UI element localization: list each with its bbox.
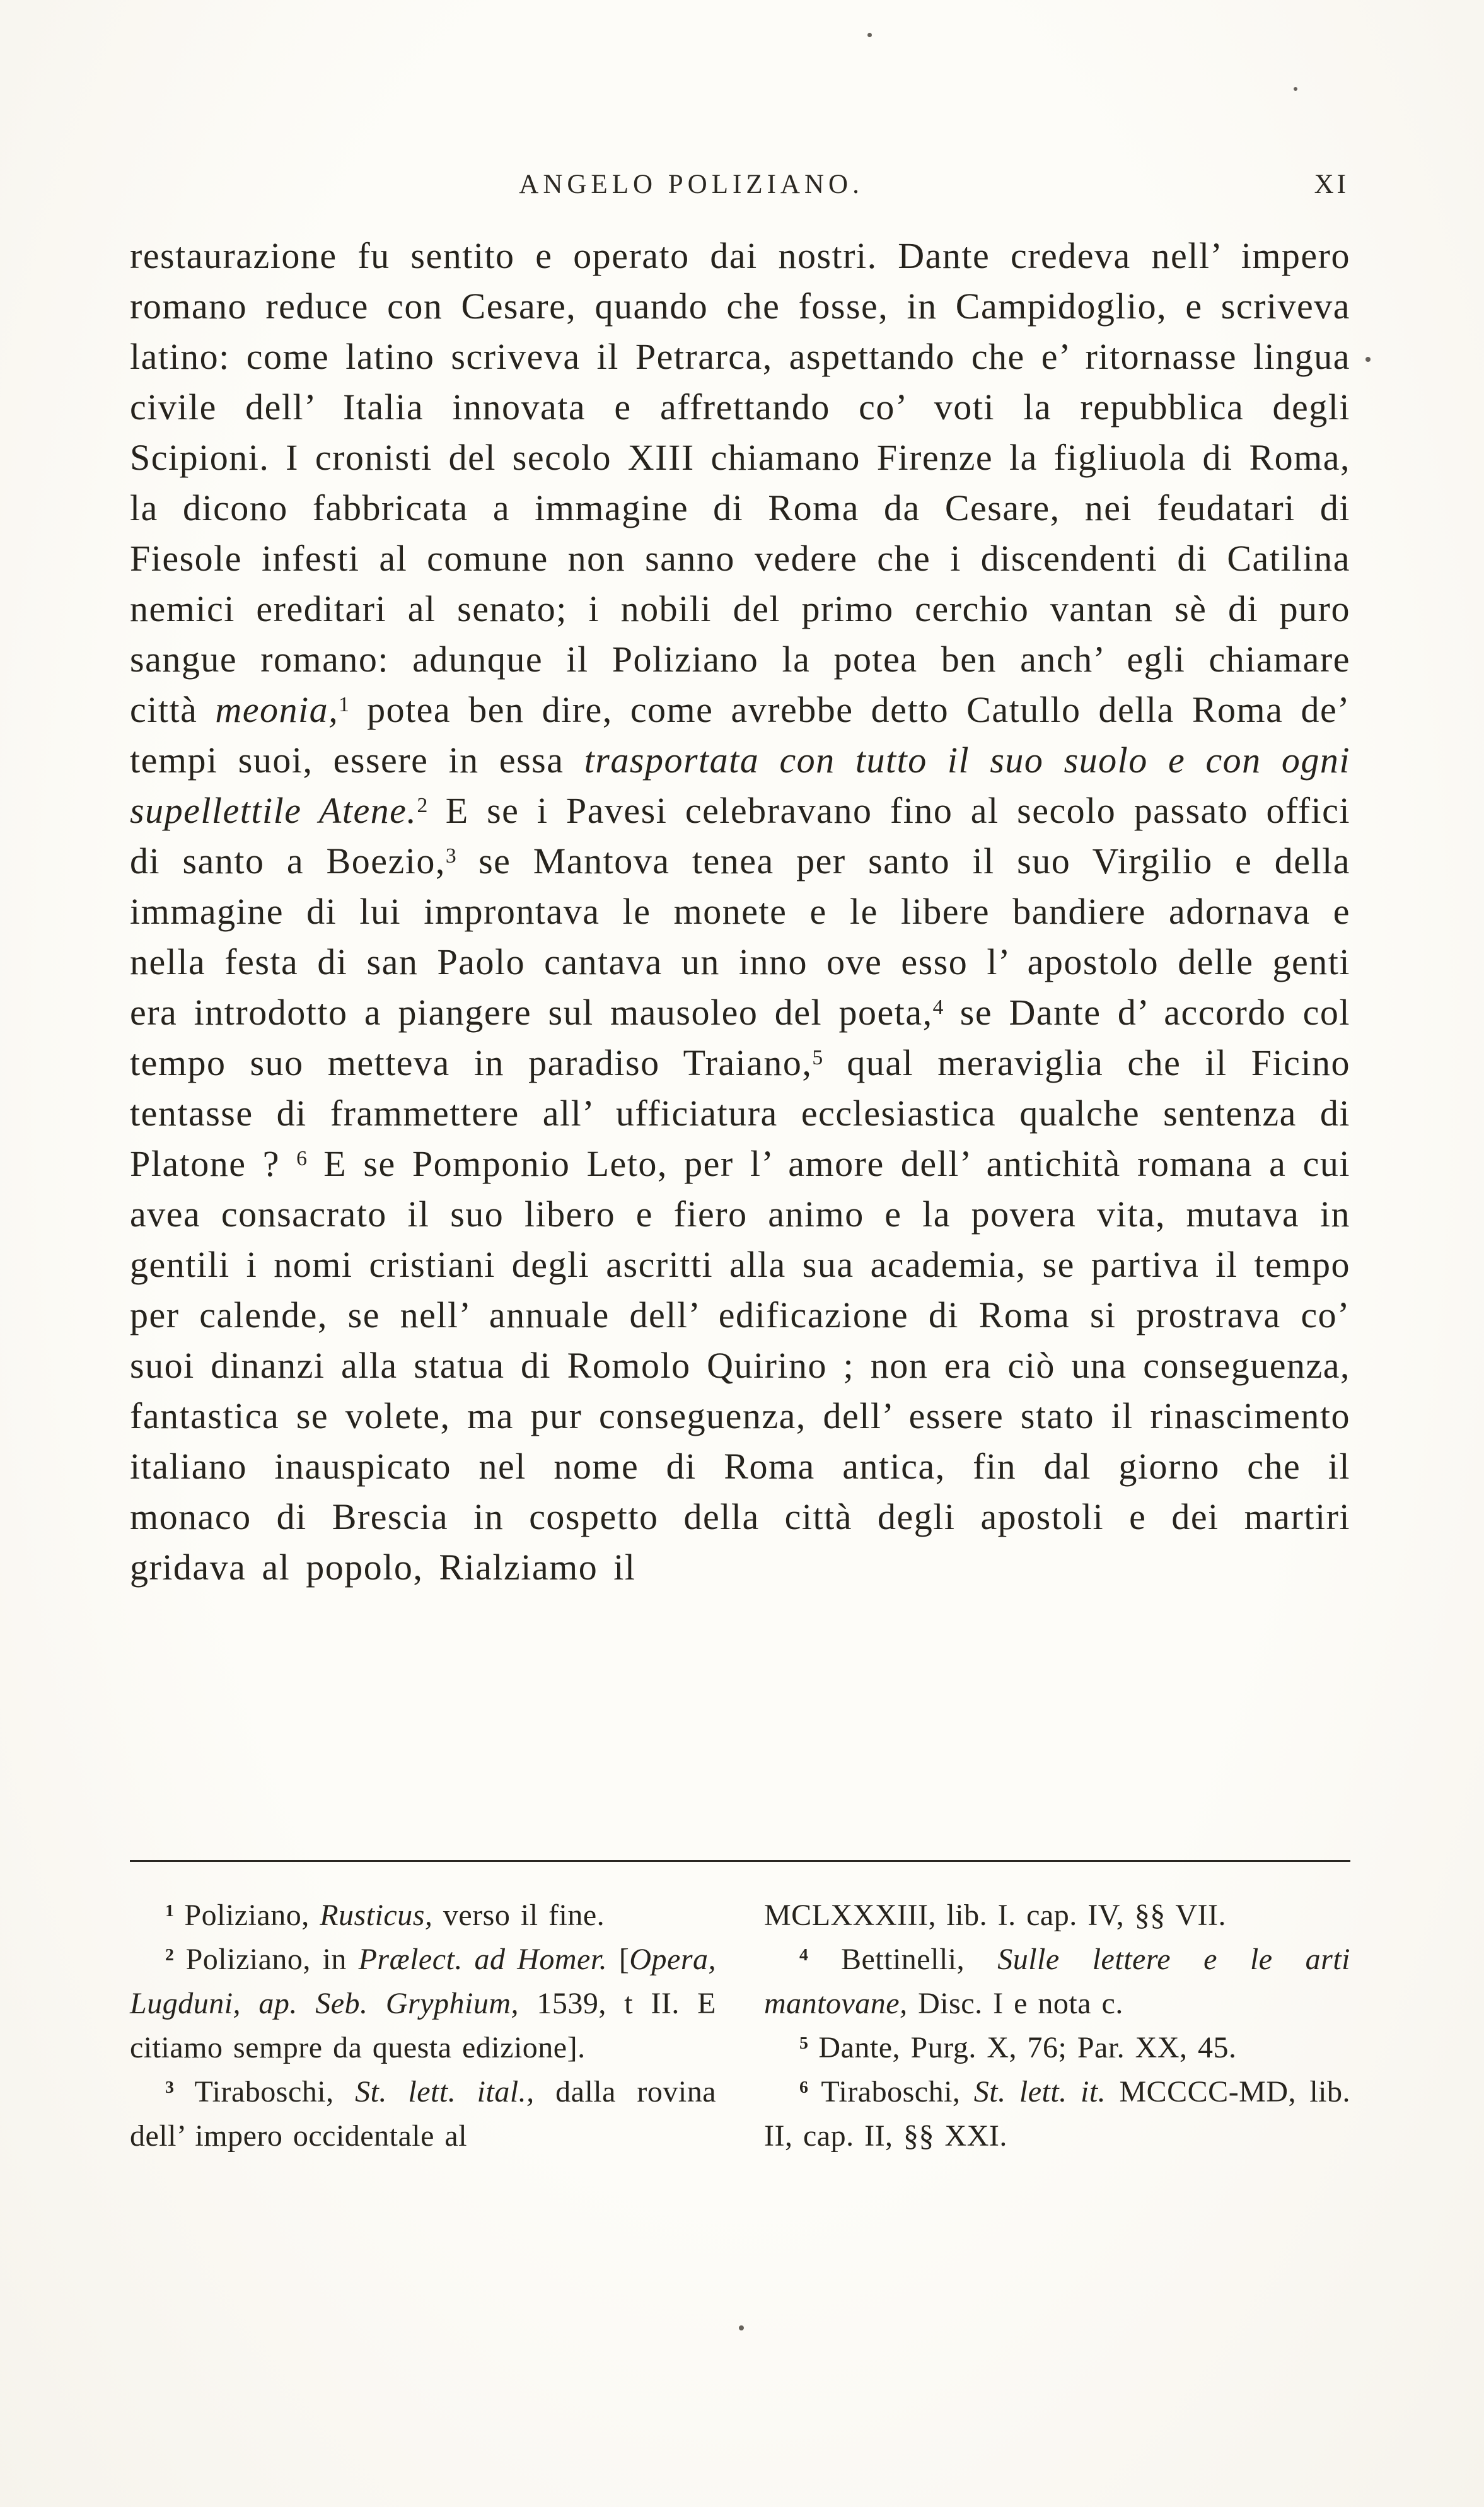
footnote-column-left <box>130 1893 716 2158</box>
footnote-columns <box>130 1893 1350 2158</box>
footnote-4: $^4$ Bettinelli, Sulle lettere e le arti mantovane, Disc. I e nota c. <box>764 1943 1351 2020</box>
running-header <box>130 169 1350 208</box>
footnote-6: $^6$ Tiraboschi, St. lett. it. MCCCC-MD, lib. II, cap. II, §§ XXI. <box>764 2075 1350 2153</box>
scan-speck <box>1294 87 1297 91</box>
scan-speck <box>867 33 872 37</box>
footnote-section <box>130 1860 1350 2158</box>
footnote-2: $^2$ Poliziano, in Prælect. ad Homer. [Opera, Lugduni, ap. Seb. Gryphium, 1539, t II. E citiamo sempre da questa edizione]. <box>130 1943 717 2064</box>
scan-speck <box>739 2325 744 2330</box>
footnote-3: $^3$ Tiraboschi, St. lett. ital., dalla rovina dell’ impero occidentale al <box>130 2075 717 2153</box>
footnote-5: $^5$ Dante, Purg. X, 76; Par. XX, 45. <box>799 2031 1237 2064</box>
scan-speck <box>1365 357 1371 362</box>
header-title: ANGELO POLIZIANO. <box>519 170 864 199</box>
footnote-1: $^1$ Poliziano, Rusticus, verso il fine. <box>165 1899 605 1932</box>
footnote-column-right <box>764 1893 1350 2158</box>
page-number: XI <box>1314 170 1349 199</box>
footnote-separator <box>130 1860 1350 1862</box>
body-text: restaurazione fu sentito e operato dai nostri. Dante credeva nell’ impero romano reduce con Cesare, quando che fosse, in Campidoglio, e scriveva latino: come latino scriveva il Petrarca, aspettando che e’ ritornasse lingua civile dell’ Italia innovata e affrettando co’ voti la repubblica degli Scipioni. I cronisti del secolo XIII chiamano Firenze la figliuola di Roma, la dicono fabbricata a immagine di Roma da Cesare, nei feudatari di Fiesole infesti al comune non sanno vedere che i discendenti di Catilina nemici ereditari al senato; i nobili del primo cerchio vantan sè di puro sangue romano: adunque il Poliziano la potea ben anch’ egli chiamare città meonia,$^1$ potea ben dire, come avrebbe detto Catullo della Roma de’ tempi suoi, essere in essa trasportata con tutto il suo suolo e con ogni supellettile Atene.$^2$ E se i Pavesi celebravano fino al secolo passato offici di santo a Boezio,$^3$ se Mantova tenea per santo il suo Virgilio e della immagine di lui improntava le monete e le libere bandiere adornava e nella festa di san Paolo cantava un inno ove esso l’ apostolo delle genti era introdotto a piangere sul mausoleo del poeta,$^4$ se Dante d’ accordo col tempo suo metteva in paradiso Traiano,$^5$ qual meraviglia che il Ficino tentasse di frammettere all’ ufficiatura ecclesiastica qualche sentenza di Platone ? $^6$ E se Pomponio Leto, per l’ amore dell’ antichità romana a cui avea consacrato il suo libero e fiero animo e la povera vita, mutava in gentili i nomi cristiani degli ascritti alla sua academia, se partiva il tempo per calende, se nell’ annuale dell’ edificazione di Roma si prostrava co’ suoi dinanzi alla statua di Romolo Quirino ; non era ciò una conseguenza, fantastica se volete, ma pur conseguenza, dell’ essere stato il rinascimento italiano inauspicato nel nome di Roma antica, fin dal giorno che il monaco di Brescia in cospetto della città degli apostoli e dei martiri gridava al popolo, Rialziamo il <box>130 235 1351 1588</box>
page-body <box>130 231 1350 1593</box>
footnote-3-continuation: MCLXXXIII, lib. I. cap. IV, §§ VII. <box>764 1899 1226 1932</box>
